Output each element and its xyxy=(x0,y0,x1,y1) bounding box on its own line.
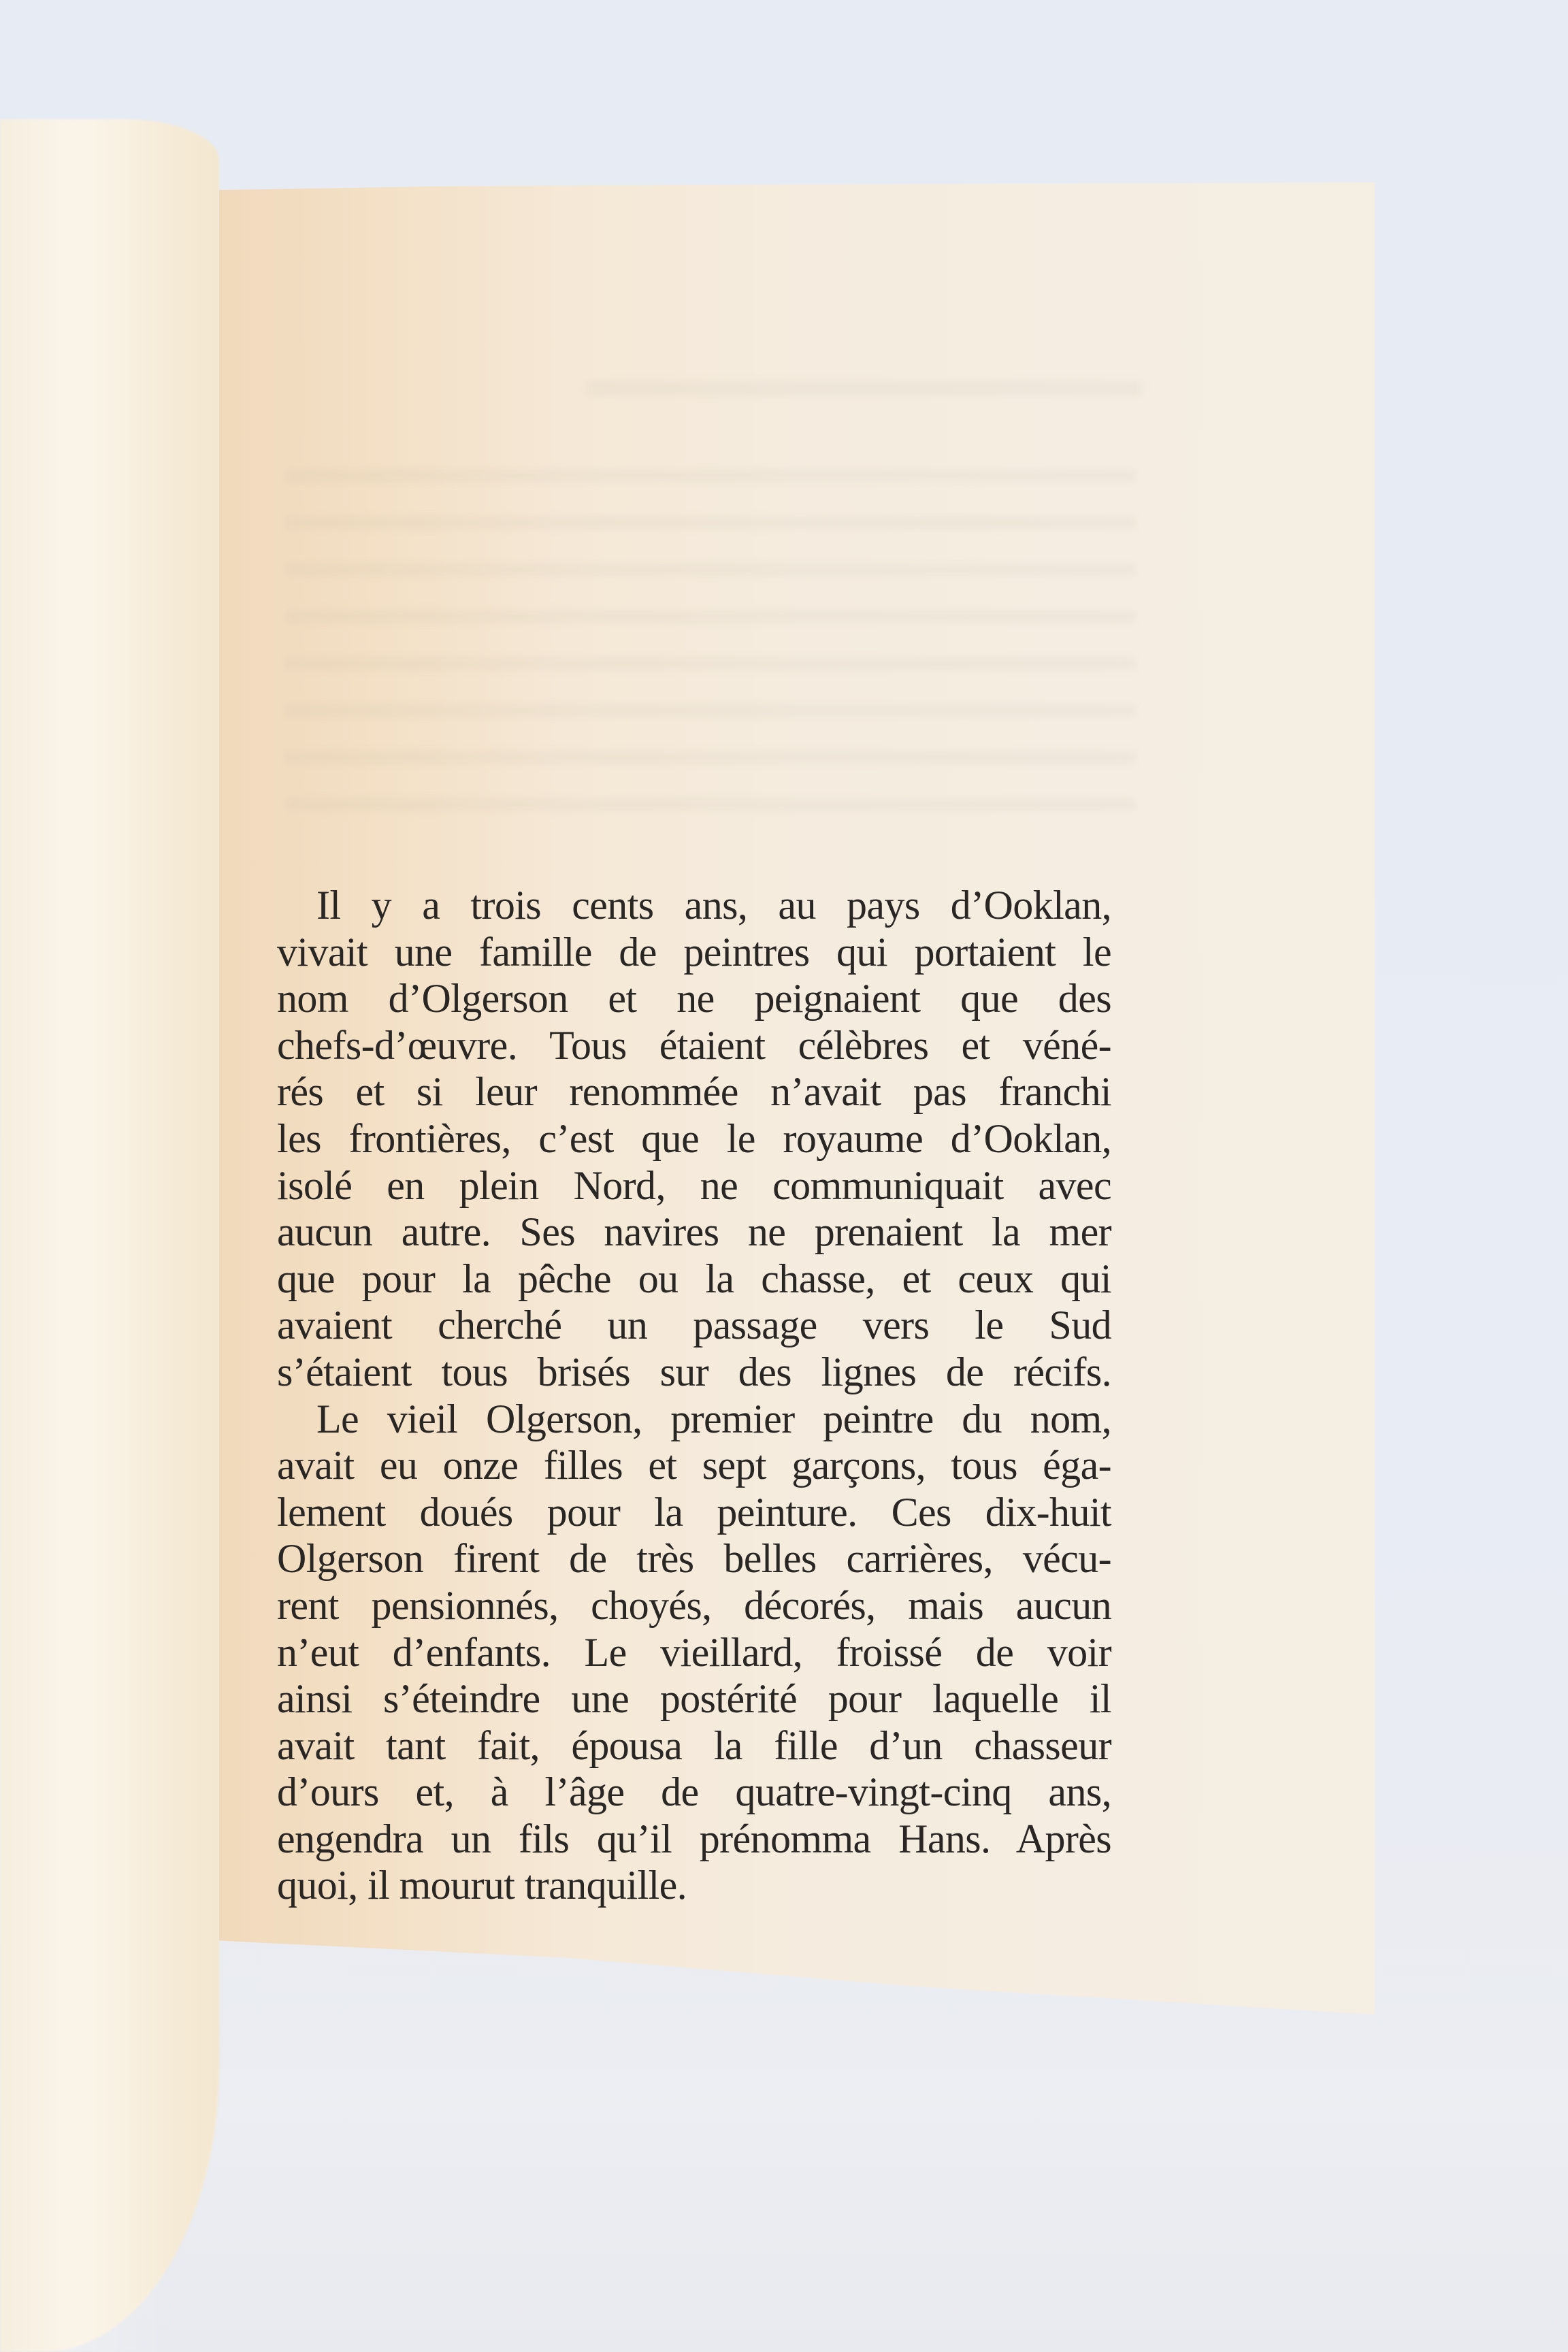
show-through-line xyxy=(286,610,1137,623)
text-line: Olgerson firent de très belles carrières, vécu- xyxy=(277,1536,1111,1582)
text-line: que pour la pêche ou la chasse, et ceux qui xyxy=(277,1256,1111,1301)
show-through-header xyxy=(585,381,1143,396)
show-through-line xyxy=(286,564,1137,576)
text-line: nom d’Olgerson et ne peignaient que des xyxy=(277,976,1111,1022)
paragraph-1 xyxy=(277,882,1111,1396)
text-line: rés et si leur renommée n’avait pas franchi xyxy=(277,1069,1111,1115)
text-line: ainsi s’éteindre une postérité pour laquelle il xyxy=(277,1676,1111,1722)
text-line: les frontières, c’est que le royaume d’Ooklan, xyxy=(277,1115,1111,1161)
text-line: avaient cherché un passage vers le Sud xyxy=(277,1303,1111,1348)
text-line: n’eut d’enfants. Le vieillard, froissé de voir xyxy=(277,1629,1111,1675)
text-line: vivait une famille de peintres qui portaient le xyxy=(277,929,1111,975)
text-line: lement doués pour la peinture. Ces dix-huit xyxy=(277,1489,1111,1535)
show-through-line xyxy=(286,657,1137,670)
text-line: avait tant fait, épousa la fille d’un chasseur xyxy=(277,1722,1111,1768)
body-text xyxy=(277,882,1111,1909)
show-through-line xyxy=(286,470,1137,482)
show-through-line xyxy=(286,517,1137,529)
text-line: chefs-d’œuvre. Tous étaient célèbres et véné- xyxy=(277,1022,1111,1068)
text-line: avait eu onze filles et sept garçons, tous éga- xyxy=(277,1443,1111,1488)
text-line: s’étaient tous brisés sur des lignes de récifs. xyxy=(277,1349,1111,1394)
text-line: Le vieil Olgerson, premier peintre du nom, xyxy=(316,1396,1111,1441)
left-page-stack xyxy=(0,119,219,2352)
text-line: Il y a trois cents ans, au pays d’Ooklan, xyxy=(316,883,1111,928)
text-line: rent pensionnés, choyés, décorés, mais aucun xyxy=(277,1582,1111,1628)
text-line: isolé en plein Nord, ne communiquait avec xyxy=(277,1162,1111,1208)
show-through-text xyxy=(286,470,1137,845)
show-through-line xyxy=(286,798,1137,811)
text-line: d’ours et, à l’âge de quatre-vingt-cinq ans, xyxy=(277,1769,1111,1815)
text-line: quoi, il mourut tranquille. xyxy=(277,1863,687,1908)
paragraph-2 xyxy=(277,1396,1111,1910)
table-surface xyxy=(0,2069,1568,2352)
text-line: engendra un fils qu’il prénomma Hans. Après xyxy=(277,1816,1111,1861)
show-through-line xyxy=(286,751,1137,764)
show-through-line xyxy=(286,704,1137,717)
text-line: aucun autre. Ses navires ne prenaient la mer xyxy=(277,1209,1111,1255)
